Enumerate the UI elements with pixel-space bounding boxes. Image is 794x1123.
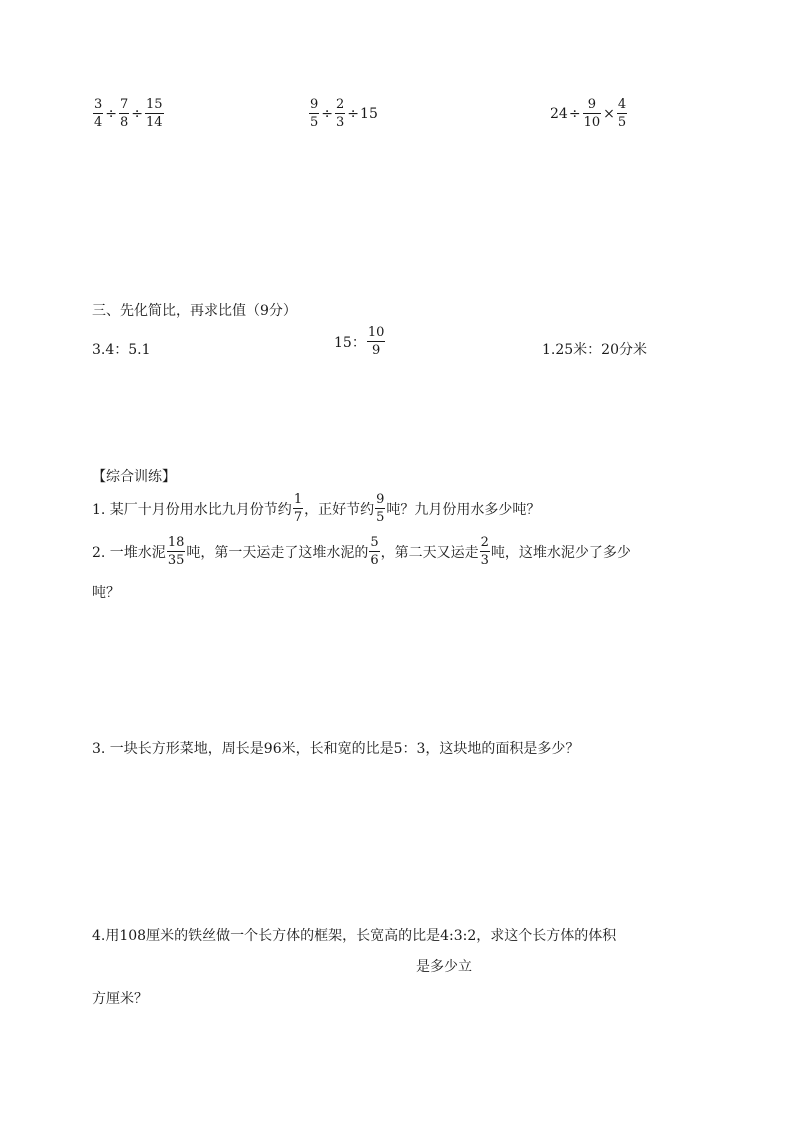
fraction: $\frac{18}{35}$: [167, 535, 185, 568]
operator: ÷: [321, 105, 334, 122]
expression-2: [308, 98, 378, 129]
question-4: 4.用108厘米的铁丝做一个长方体的框架，长宽高的比是4:3:2，求这个长方体的体积: [92, 928, 617, 944]
training-heading: 【综合训练】: [92, 469, 176, 485]
operator: ÷: [347, 105, 360, 122]
fraction: $\frac{7}{8}$: [120, 97, 129, 130]
fraction: $\frac{5}{6}$: [370, 535, 379, 568]
operator: ÷: [105, 105, 118, 122]
ratio-1: 3.4：5.1: [92, 342, 151, 358]
operator: ÷: [568, 105, 581, 122]
ratio-2: 15： $\frac{10}{9}$: [334, 325, 385, 358]
fraction: $\frac{9}{5}$: [376, 492, 385, 525]
question-1: 1. 某厂十月份用水比九月份节约 $\frac{1}{7}$ ，正好节约 $\frac{9}{5}$ 吨？九月份用水多少吨？: [92, 492, 541, 525]
operator: ×: [603, 105, 615, 122]
ratio-3: 1.25米：20分米: [542, 342, 647, 358]
fraction: $\frac{15}{14}$: [146, 97, 163, 130]
fraction: $\frac{2}{3}$: [336, 97, 345, 130]
fraction: $\frac{4}{5}$: [617, 97, 627, 130]
expression-1: [92, 98, 165, 129]
expression-3: [550, 98, 628, 129]
fraction: $\frac{10}{9}$: [367, 325, 385, 358]
fraction: $\frac{1}{7}$: [293, 492, 303, 525]
question-4-line-2: 是多少立: [416, 959, 472, 975]
operator: ÷: [131, 105, 144, 122]
question-3: 3. 一块长方形菜地，周长是96米，长和宽的比是5：3，这块地的面积是多少？: [92, 741, 580, 757]
fraction: $\frac{9}{10}$: [583, 97, 601, 130]
question-4-line-3: 方厘米？: [92, 991, 148, 1007]
fraction: $\frac{9}{5}$: [310, 97, 319, 130]
number: 15: [360, 105, 378, 122]
fraction: $\frac{3}{4}$: [94, 97, 103, 130]
question-2-continuation: 吨？: [92, 585, 120, 601]
question-2: 2. 一堆水泥 $\frac{18}{35}$ 吨，第一天运走了这堆水泥的 $\frac{5}{6}$ ，第二天又运走 $\frac{2}{3}$ 吨，这堆水泥少了多少: [92, 535, 631, 568]
fraction: $\frac{2}{3}$: [480, 535, 489, 568]
section-heading: 三、先化简比，再求比值（9分）: [92, 303, 297, 319]
number: 24: [550, 105, 568, 122]
